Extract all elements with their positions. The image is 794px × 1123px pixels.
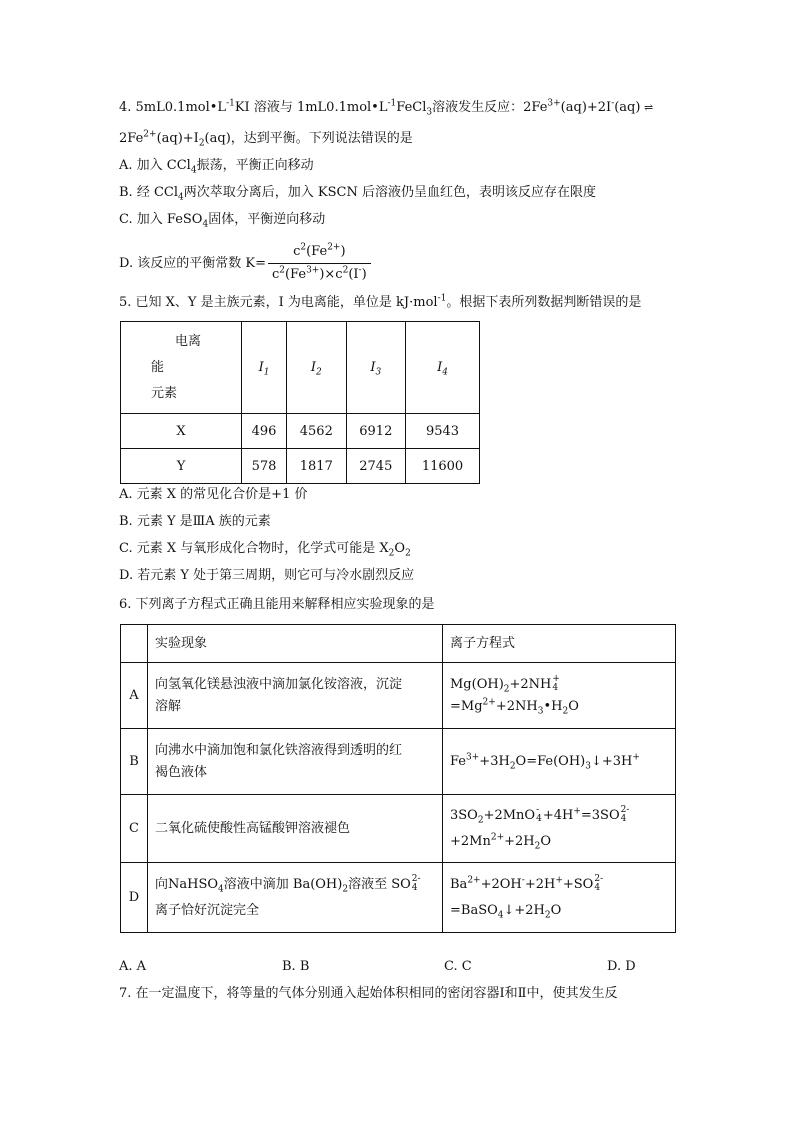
row-label: B — [121, 729, 148, 795]
table-row — [121, 663, 676, 729]
column-header-phenomenon: 实验现象 — [148, 625, 443, 663]
table-row — [121, 414, 480, 449]
column-header-i4: $I_4$ — [406, 322, 480, 414]
table-row — [121, 795, 676, 863]
column-header-i1: $I_1$ — [242, 322, 287, 414]
phenomenon-cell: 向沸水中滴加饱和氯化铁溶液得到透明的红 褐色液体 — [148, 729, 443, 795]
element-cell: X — [121, 414, 242, 449]
phenomenon-cell: 向NaHSO$_4$溶液中滴加 $Ba(OH)_2$溶液至 SO 2- 4 离子恰好沉淀完全 — [148, 863, 443, 933]
q5-option-d: D. 若元素 Y 处于第三周期，则它可与冷水剧烈反应 — [119, 568, 415, 583]
q4-option-a: A. 加入 CCl$_4$振荡，平衡正向移动 — [119, 158, 314, 176]
q4-option-d: D. 该反应的平衡常数 K= $\frac{c^2(Fe^{2+})}{c^2(Fe^{3+})\times c^2(I^-)}$ — [119, 243, 371, 284]
table-row — [121, 729, 676, 795]
equilibrium-arrow-icon: ⇌ — [640, 101, 654, 114]
q7-stem: 7. 在一定温度下，将等量的气体分别通入起始体积相同的密闭容器Ⅰ和Ⅱ中，使其发生反 — [119, 986, 618, 1001]
row-label: C — [121, 795, 148, 863]
q6-choice-c: C. C — [444, 959, 472, 974]
q6-choice-a: A. A — [119, 959, 147, 974]
q5-option-c: C. 元素 X 与氧形成化合物时，化学式可能是 $X_2O_2$ — [119, 541, 411, 559]
phenomenon-cell: 二氧化硫使酸性高锰酸钾溶液褪色 — [148, 795, 443, 863]
value-cell: 578 — [242, 449, 287, 484]
q4-option-b: B. 经 CCl$_4$两次萃取分离后，加入 KSCN 后溶液仍呈血红色，表明该反应存在限度 — [119, 185, 596, 203]
equation-cell: $Mg(OH)_2+2NH$ + 4 $=Mg^{2+}+2NH_3•H_2O$ — [443, 663, 676, 729]
table-row — [121, 863, 676, 933]
equation-cell: $3SO_2+2MnO$ - 4 +4H+=3SO 2- 4 $+2Mn^{2+}+2H_2O$ — [443, 795, 676, 863]
q5-stem: 5. 已知 X、Y 是主族元素，I 为电离能，单位是 kJ·mol$^{-1}$。根据下表所列数据判断错误的是 — [119, 293, 642, 310]
table-row — [121, 449, 480, 484]
value-cell: 2745 — [346, 449, 406, 484]
value-cell: 9543 — [406, 414, 480, 449]
element-cell: Y — [121, 449, 242, 484]
value-cell: 496 — [242, 414, 287, 449]
value-cell: 6912 — [346, 414, 406, 449]
blank-header-cell — [121, 625, 148, 663]
ion-equation-table — [120, 624, 676, 933]
column-header-i3: $I_3$ — [346, 322, 406, 414]
table-header-row — [121, 625, 676, 663]
q5-option-b: B. 元素 Y 是ⅢA 族的元素 — [119, 514, 271, 529]
row-label: A — [121, 663, 148, 729]
equation-cell: $Fe^{3+}+3H_2O=Fe(OH)_3↓+3H^+$ — [443, 729, 676, 795]
ionization-energy-table — [120, 321, 480, 484]
value-cell: 4562 — [287, 414, 347, 449]
value-cell: 11600 — [406, 449, 480, 484]
q5-option-a: A. 元素 X 的常见化合价是+1 价 — [119, 487, 308, 502]
value-cell: 1817 — [287, 449, 347, 484]
row-label: D — [121, 863, 148, 933]
q6-choice-b: B. B — [282, 959, 310, 974]
q4-line1: 4. $5mL0.1mol•L^{-1}KI$ 溶液与 $1mL0.1mol•L^{-1}FeCl_3$溶液发生反应：$2Fe^{3+}(aq)+2I^-(aq)$ ⇌ — [119, 98, 654, 118]
q6-choice-d: D. D — [607, 959, 636, 974]
equilibrium-constant-fraction: $\frac{c^2(Fe^{2+})}{c^2(Fe^{3+})\times c^2(I^-)}$ — [268, 243, 371, 284]
q6-stem: 6. 下列离子方程式正确且能用来解释相应实验现象的是 — [119, 597, 435, 612]
phenomenon-cell: 向氢氧化镁悬浊液中滴加氯化铵溶液，沉淀 溶解 — [148, 663, 443, 729]
column-header-equation: 离子方程式 — [443, 625, 676, 663]
q4-line2: $2Fe^{2+}(aq)+I_2(aq)$，达到平衡。下列说法错误的是 — [119, 129, 413, 149]
q4-option-c: C. 加入 FeSO$_4$固体，平衡逆向移动 — [119, 212, 326, 230]
equation-cell: $Ba^{2+}+2OH^-+2H^++SO$ 2- 4 $=BaSO_4↓+2H_2O$ — [443, 863, 676, 933]
column-header-i2: $I_2$ — [287, 322, 347, 414]
table-header-corner: 电离 能 元素 — [121, 322, 242, 414]
